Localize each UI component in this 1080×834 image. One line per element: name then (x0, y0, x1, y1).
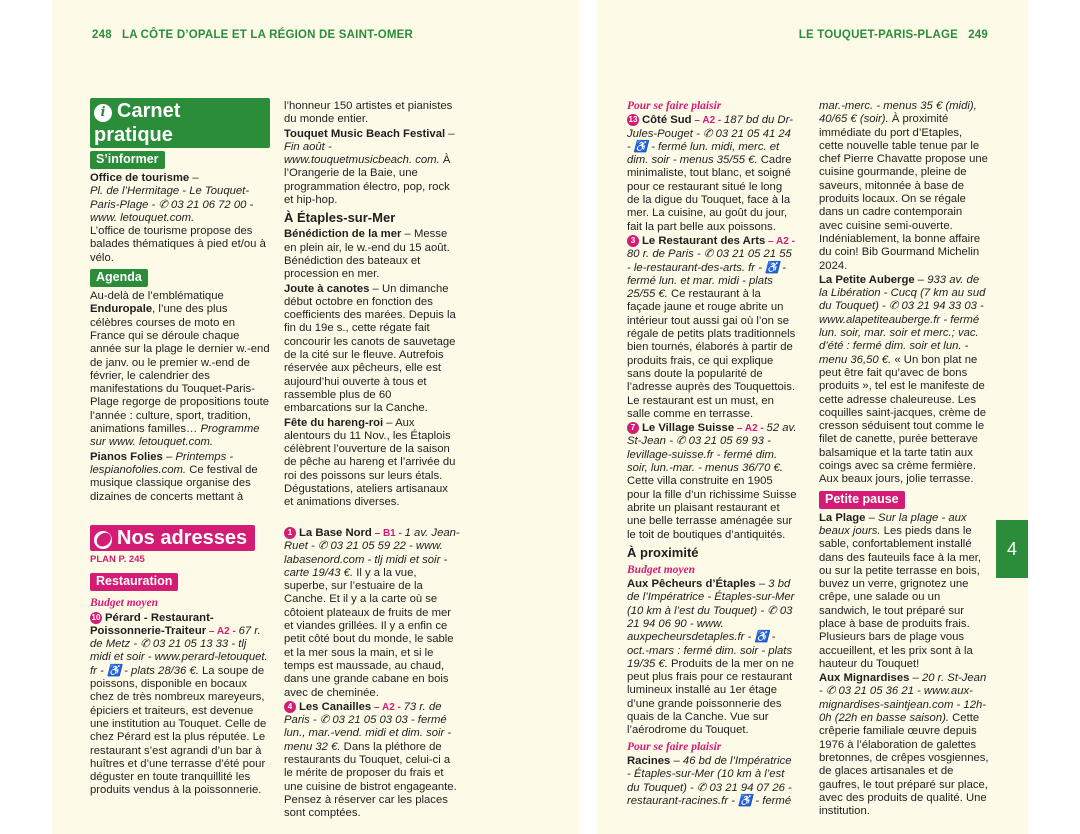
suisse-text: Cette villa construite en 1905 pour la fille d’un richissime Suisse abrite un plaisant restaurant et une belle terrasse aménagée sur le toit de boutiques d’antiquités. (627, 475, 797, 541)
right-column-1 (627, 100, 797, 809)
canailles-address: 73 r. de Paris - ✆ 03 21 05 03 03 - fermé lun., mar.-vend. midi et dim. soir - menu 32 €. (284, 700, 452, 753)
mignardises-name: Aux Mignardises (819, 672, 910, 685)
suisse-name: Le Village Suisse (642, 422, 735, 435)
cote-sud-address: 187 bd du Dr-Jules-Pouget - ✆ 03 21 05 41 24 - ♿ - fermé lun. midi, merc. et dim. soir - menus 35/55 €. (627, 114, 793, 167)
joute-text: – Un dimanche début octobre en fonction des coefficients des marées. Depuis la fin du 19e s., cette régate fait concourir les canots de sauvetage de la cité sur le fleuve. Autrefois réservée aux pêcheurs, elle est aujourd’hui ouverte à tous et rassemble plus de 60 embarcations sur la Canche. (284, 282, 456, 415)
left-running-head (92, 29, 413, 41)
marker-number: 7 (627, 422, 639, 434)
left-running-title: LA CÔTE D’OPALE ET LA RÉGION DE SAINT-OMER (121, 29, 413, 41)
plan-reference: PLAN P. 245 (90, 554, 145, 565)
cote-sud-text: Cadre minimaliste, tout blanc, et soigné pour ce restaurant situé le long de la digue du Touquet, face à la mer. La cuisine, au goût du jour, fait la part belle aux poissons. (627, 154, 792, 233)
joute-entry (284, 283, 460, 416)
left-page-number: 248 (92, 29, 112, 41)
right-page (597, 0, 1028, 834)
office-sep: – (189, 172, 199, 184)
location-pin-icon: ⬤ (95, 532, 111, 547)
suisse-ref: – A2 - (734, 423, 767, 435)
restauration-heading: Restauration (90, 573, 178, 591)
plage-text: Les pieds dans le sable, confortablement installé dans des fauteuils face à la mer, ou sur la petite terrasse en bois, buvez un verre, grignotez une crêpe, une salade ou un sandwich, le tout préparé sur place à base de produits frais. Plusieurs bars de plage vous accueillent, et les prix sont à la hauteur du Touquet! (819, 524, 982, 670)
cote-sud-entry (627, 114, 797, 234)
cote-sud-name: Côté Sud (642, 114, 692, 127)
mignardises-entry (819, 672, 989, 818)
agenda-heading: Agenda (90, 269, 148, 287)
carnet-pratique-heading (90, 98, 270, 148)
marker-number: 1 (284, 527, 296, 539)
left-column-1-lower (90, 525, 270, 799)
auberge-entry (819, 274, 989, 487)
labase-address: 1 av. Jean-Ruet - ✆ 03 21 05 59 22 - www. labasenord.com - tlj midi et soir - carte 19/43 €. (284, 527, 460, 579)
plage-address: Sur la plage - aux beaux jours. (819, 511, 967, 537)
left-column-2 (284, 100, 460, 511)
office-desc: L’office de tourisme propose des balades thématiques à pied et/ou à vélo. (90, 225, 266, 264)
perard-address: 67 r. de Metz - ✆ 03 21 05 13 33 - tlj midi et soir - www.perard-letouquet. fr - ♿ - plats 28/36 €. (90, 624, 268, 677)
auberge-sep: – (914, 273, 928, 286)
pianos-sep: – (162, 450, 176, 463)
plaisir-label-2: Pour se faire plaisir (627, 740, 722, 753)
agenda-text: , l’une des plus célèbres courses de moto en France qui se déroule chaque année sur la plage le dernier w.-end de janv. ou le premier w.-end de février, le calendrier des manifestations du Touquet-Paris-Plage regorge de propositions toute l’année : culture, sport, tradition, animations familles… (90, 303, 270, 436)
arts-name: Le Restaurant des Arts (642, 234, 766, 247)
arts-text: Ce restaurant à la façade jaune et rouge abrite un intérieur tout aussi gai où l’on se régale de petits plats traditionnels bien tournés, élaborés à partir de produits frais, ce qui explique sans doute la popularité de l’adresse auprès des Touquettois. Le restaurant est un must, en salle comme en terrasse. (627, 288, 796, 420)
pianos-continued: l’honneur 150 artistes et pianistes du monde entier. (284, 100, 453, 126)
cote-sud-ref: – A2 - (691, 115, 725, 127)
racines-sep: – (670, 754, 683, 767)
suisse-address: 52 av. St-Jean - ✆ 03 21 05 69 93 - levillage-suisse.fr - fermé dim. soir, lun.-mar. - menus 36/70 €. (627, 422, 797, 475)
pecheurs-name: Aux Pêcheurs d’Étaples (627, 578, 756, 591)
canailles-entry (284, 701, 460, 821)
canailles-text: Dans la pléthore de restaurants du Touquet, celui-ci a le mérite de proposer du frais et une cuisine de bistrot engageante. Pensez à réserver car les places sont comptées. (284, 740, 457, 820)
fete-text: – Aux alentours du 11 Nov., les Étaplois célèbrent l’ouverture de la saison de pêche au hareng et l’arrivée du roi des poissons sur leurs étals. Dégustations, ateliers artisanaux et animations diverses. (284, 416, 456, 509)
village-suisse-entry (627, 422, 797, 542)
right-running-head (799, 29, 988, 41)
labase-ref: – B1 - (371, 528, 405, 539)
info-icon: i (94, 104, 112, 122)
pecheurs-entry (627, 578, 797, 738)
carnet-title: Carnet pratique (94, 100, 181, 146)
arts-ref: – A2 - (765, 235, 795, 247)
perard-name: Pérard - Restaurant-Poissonnerie-Traiteur (90, 611, 214, 637)
racines-cont-address: mar.-merc. - menus 35 € (midi), 40/65 € (soir). (819, 100, 977, 126)
mbf-sep: – (445, 127, 455, 140)
marker-number: 4 (284, 701, 296, 713)
benediction-name: Bénédiction de la mer (284, 228, 402, 241)
racines-entry (627, 755, 797, 808)
marker-number: 10 (91, 612, 101, 622)
benediction-text: – Messe en plein air, le w.-end du 15 août. Bénédiction des bateaux et procession en mer. (284, 228, 450, 281)
auberge-name: La Petite Auberge (819, 273, 915, 286)
proximite-heading: À proximité (627, 544, 699, 560)
plage-name: La Plage (819, 511, 866, 524)
mbf-entry (284, 128, 460, 208)
chapter-tab: 4 (996, 520, 1028, 578)
marker-number: 13 (628, 115, 638, 125)
auberge-text: « Un bon plat ne peut être fait qu’avec de bons produits », tel est le manifeste de cette adresse chaleureuse. Les coquilles saint-jacques, crème de cresson séduisent tout comme le filet de canette, purée betterave balsamique et la tarte tatin aux coings avec sa crème fermière. Aux beaux jours, jolie terrasse. (819, 353, 987, 486)
office-entry (90, 172, 270, 265)
perard-entry (90, 612, 270, 798)
pianos-name: Pianos Folies (90, 450, 163, 463)
perard-text: La soupe de poissons, disponible en bocaux chez de très nombreux mareyeurs, épiciers et traiteurs, est devenue une institution au Touquet. Celle de chez Pérard est la plus réputée. Le restaurant s’est agrandi d’un bar à huîtres et d’une terrasse d’été pour déguster en toute tranquillité les produits vendus à la poissonnerie. (90, 664, 267, 797)
right-page-number: 249 (968, 29, 988, 41)
mignardises-sep: – (909, 672, 922, 685)
agenda-program: Programme sur www. letouquet.com. (90, 423, 260, 449)
perard-ref: – A2 - (206, 625, 239, 637)
plage-sep: – (865, 511, 879, 524)
right-column-2 (819, 100, 989, 819)
agenda-entry (90, 290, 270, 450)
left-column-2-lower (284, 527, 460, 822)
pianos-text: Ce festival de musique classique organise des dizaines de concerts mettant à (90, 463, 258, 503)
arts-entry (627, 235, 797, 421)
right-running-title: LE TOUQUET-PARIS-PLAGE (798, 29, 959, 41)
office-address: Pl. de l’Hermitage - Le Touquet-Paris-Plage - ✆ 03 21 06 72 00 - www. letouquet.com. (90, 185, 254, 224)
benediction-entry (284, 228, 460, 281)
agenda-intro: Au-delà de l’emblématique (90, 290, 224, 303)
etaples-heading: À Étaples-sur-Mer (284, 210, 396, 226)
mignardises-address: ✆ 03 21 05 36 21 - www.aux-mignardises-saintjean.com - 12h-0h (22h en basse saison). (819, 685, 987, 725)
labase-name: La Base Nord (299, 527, 372, 539)
pecheurs-sep: – (755, 578, 769, 591)
budget-moyen-label-2: Budget moyen (627, 563, 696, 576)
racines-name: Racines (627, 754, 671, 767)
office-name: Office de tourisme (90, 172, 190, 184)
joute-name: Joute à canotes (284, 282, 370, 295)
labase-entry (284, 527, 460, 700)
nos-adresses-heading (90, 525, 255, 551)
pecheurs-text: Produits de la mer on ne peut plus frais pour ce restaurant lumineux installé au 1er étage d’une grande poissonnerie des quais de la Canche. Vue sur l’aérodrome du Touquet. (627, 657, 795, 737)
pianos-when: Printemps - lespianofolies.com. (90, 450, 234, 476)
left-page (52, 0, 579, 834)
petite-pause-heading: Petite pause (819, 491, 905, 509)
mbf-when: Fin août - www.touquetmusicbeach. com. (284, 140, 440, 167)
racines-address: 46 bd de l’Impératrice - Étaples-sur-Mer (10 km à l’est du Touquet) - ✆ 03 21 94 07 26 - restaurant-racines.fr - ♿ - fermé (627, 754, 792, 807)
labase-text: Il y a la vue, superbe, sur l’estuaire de la Canche. Et il y a la carte où se côtoient plateaux de fruits de mer et viandes grillées. Il y a enfin ce petit côté bout du monde, le sable et la mer sous la main, et si le temps est maussade, au chaud, dans une grande cabane en bois avec de cheminée. (284, 566, 454, 699)
racines-text: À proximité immédiate du port d’Etaples, cette nouvelle table tenue par le chef Pierre Chavatte propose une cuisine gourmande, pleine de saveurs, mitonnée à base de produits locaux. On se régale dans un cadre contemporain avec cuisine semi-ouverte. Indéniablement, la bonne affaire du coin! Bib Gourmand Michelin 2024. (819, 113, 988, 272)
left-column-1 (90, 98, 270, 505)
adresses-title: Nos adresses (117, 527, 248, 549)
marker-number: 3 (627, 235, 639, 247)
fete-entry (284, 417, 460, 510)
canailles-ref: – A2 - (371, 701, 404, 713)
racines-continued (819, 100, 989, 273)
mbf-name: Touquet Music Beach Festival (284, 127, 446, 140)
mbf-text: À l’Orangerie de la Baie, une programmation électro, pop, rock et hip-hop. (284, 154, 451, 207)
mignardises-street: 20 r. St-Jean - (819, 672, 987, 698)
plaisir-label: Pour se faire plaisir (627, 100, 722, 112)
sinformer-heading: S’informer (90, 151, 165, 169)
budget-moyen-label: Budget moyen (90, 597, 159, 610)
arts-address: 80 r. de Paris - ✆ 03 21 05 21 55 - le-restaurant-des-arts. fr - ♿ - fermé lun. et mar. midi - plats 25/55 €. (627, 248, 792, 301)
pecheurs-address: 3 bd de l’Impératrice - Étaples-sur-Mer (10 km à l’est du Touquet) - ✆ 03 21 94 06 90 - www. auxpecheursdetaples.fr - ♿ - oct.-mars : fermé dim. soir - plats 19/35 €. (627, 578, 795, 670)
mignardises-text: Cette crêperie familiale œuvre depuis 1976 à l’élaboration de galettes bretonnes, de crêpes vosgiennes, de glaces artisanales et de gaufres, le tout préparé sur place, avec des produits de qualité. Une institution. (819, 712, 989, 818)
fete-name: Fête du hareng-roi (284, 416, 384, 429)
enduropale: Enduropale (90, 303, 153, 316)
plage-entry (819, 512, 989, 672)
pianos-entry (90, 451, 270, 504)
canailles-name: Les Canailles (299, 700, 372, 713)
auberge-address: 933 av. de la Libération - Cucq (7 km au sud du Touquet) - ✆ 03 21 94 33 03 - www.alapetiteauberge.fr - fermé lun. soir, mar. soir et merc.; vac. d’été : fermé dim. soir et lun. - menu 36,50 €. (819, 273, 986, 366)
